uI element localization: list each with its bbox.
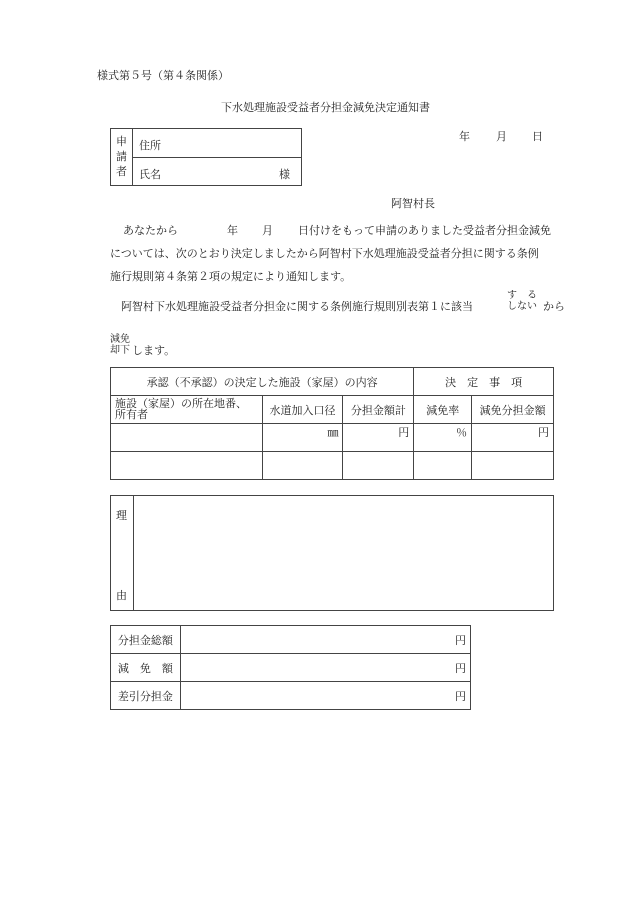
cell-empty (262, 452, 343, 480)
applicant-row-divider (133, 157, 301, 158)
summary-row (111, 654, 471, 682)
table-row (111, 452, 554, 480)
table-row (111, 424, 554, 452)
cell-location (111, 424, 263, 452)
col-rate: 減免率 (414, 396, 472, 424)
honorific: 様 (279, 168, 290, 181)
issuer: 阿智村長 (391, 197, 435, 210)
clause-suffix: から (543, 300, 565, 313)
clause-text: 阿智村下水処理施設受益者分担金に関する条例施行規則別表第１に該当 (121, 300, 473, 313)
date-day: 日 (532, 130, 543, 143)
col-reduced: 減免分担金額 (472, 396, 554, 424)
form-number: 様式第５号（第４条関係） (97, 69, 229, 82)
reason-box (110, 495, 554, 611)
cell-empty (414, 452, 472, 480)
summary-label-total: 分担金総額 (111, 626, 181, 654)
intro-line1: 日付けをもって申請のありました受益者分担金減免 (298, 224, 551, 237)
date-year: 年 (459, 130, 470, 143)
applicant-side-label (111, 129, 133, 185)
clause-options (507, 290, 537, 312)
intro-month: 月 (262, 224, 273, 237)
summary-row (111, 626, 471, 654)
address-label: 住所 (139, 139, 161, 152)
summary-label-reduction: 減 免 額 (111, 654, 181, 682)
decision-options (110, 334, 130, 356)
summary-label-net: 差引分担金 (111, 682, 181, 710)
cell-empty (472, 452, 554, 480)
col-total: 分担金額計 (343, 396, 414, 424)
decision-suffix: します。 (132, 344, 176, 357)
summary-unit-net: 円 (180, 682, 470, 710)
summary-unit-reduction: 円 (180, 654, 470, 682)
intro-year: 年 (227, 224, 238, 237)
cell-rate-unit: ％ (414, 424, 472, 452)
intro-line2: については、次のとおり決定しましたから阿智村下水処理施設受益者分担に関する条例 (110, 247, 539, 260)
intro-prefix: あなたから (123, 224, 178, 237)
col-location (111, 396, 263, 424)
summary-table (110, 625, 471, 710)
reason-label-bottom: 由 (116, 589, 127, 602)
group-header-decision: 決 定 事 項 (414, 368, 554, 396)
table-column-header-row (111, 396, 554, 424)
date-month: 月 (496, 130, 507, 143)
decision-option-genmen: 減免 (110, 334, 130, 345)
summary-row (111, 682, 471, 710)
clause-option-suru: す る (507, 290, 537, 301)
summary-unit-total: 円 (180, 626, 470, 654)
group-header-content: 承認（不承認）の決定した施設（家屋）の内容 (111, 368, 414, 396)
intro-line3: 施行規則第４条第２項の規定により通知します。 (110, 270, 352, 283)
applicant-label-char: 申 (116, 135, 127, 148)
applicant-label-char: 請 (116, 150, 127, 163)
cell-reduced-unit: 円 (472, 424, 554, 452)
col-location-line2: 所有者 (115, 408, 148, 421)
cell-empty (343, 452, 414, 480)
col-location-line1: 施設（家屋）の所在地番、 (115, 397, 247, 410)
cell-total-unit: 円 (343, 424, 414, 452)
decision-table (110, 367, 554, 480)
cell-pipe-unit: ㎜ (262, 424, 343, 452)
clause-option-shinai: しない (507, 301, 537, 312)
decision-option-kyakka: 却下 (110, 345, 130, 356)
col-pipe: 水道加入口径 (262, 396, 343, 424)
cell-empty (111, 452, 263, 480)
name-label: 氏名 (139, 168, 161, 181)
reason-label-top: 理 (116, 509, 127, 522)
table-group-header-row (111, 368, 554, 396)
applicant-box (110, 128, 302, 186)
document-title: 下水処理施設受益者分担金減免決定通知書 (221, 101, 430, 114)
applicant-label-char: 者 (116, 165, 127, 178)
